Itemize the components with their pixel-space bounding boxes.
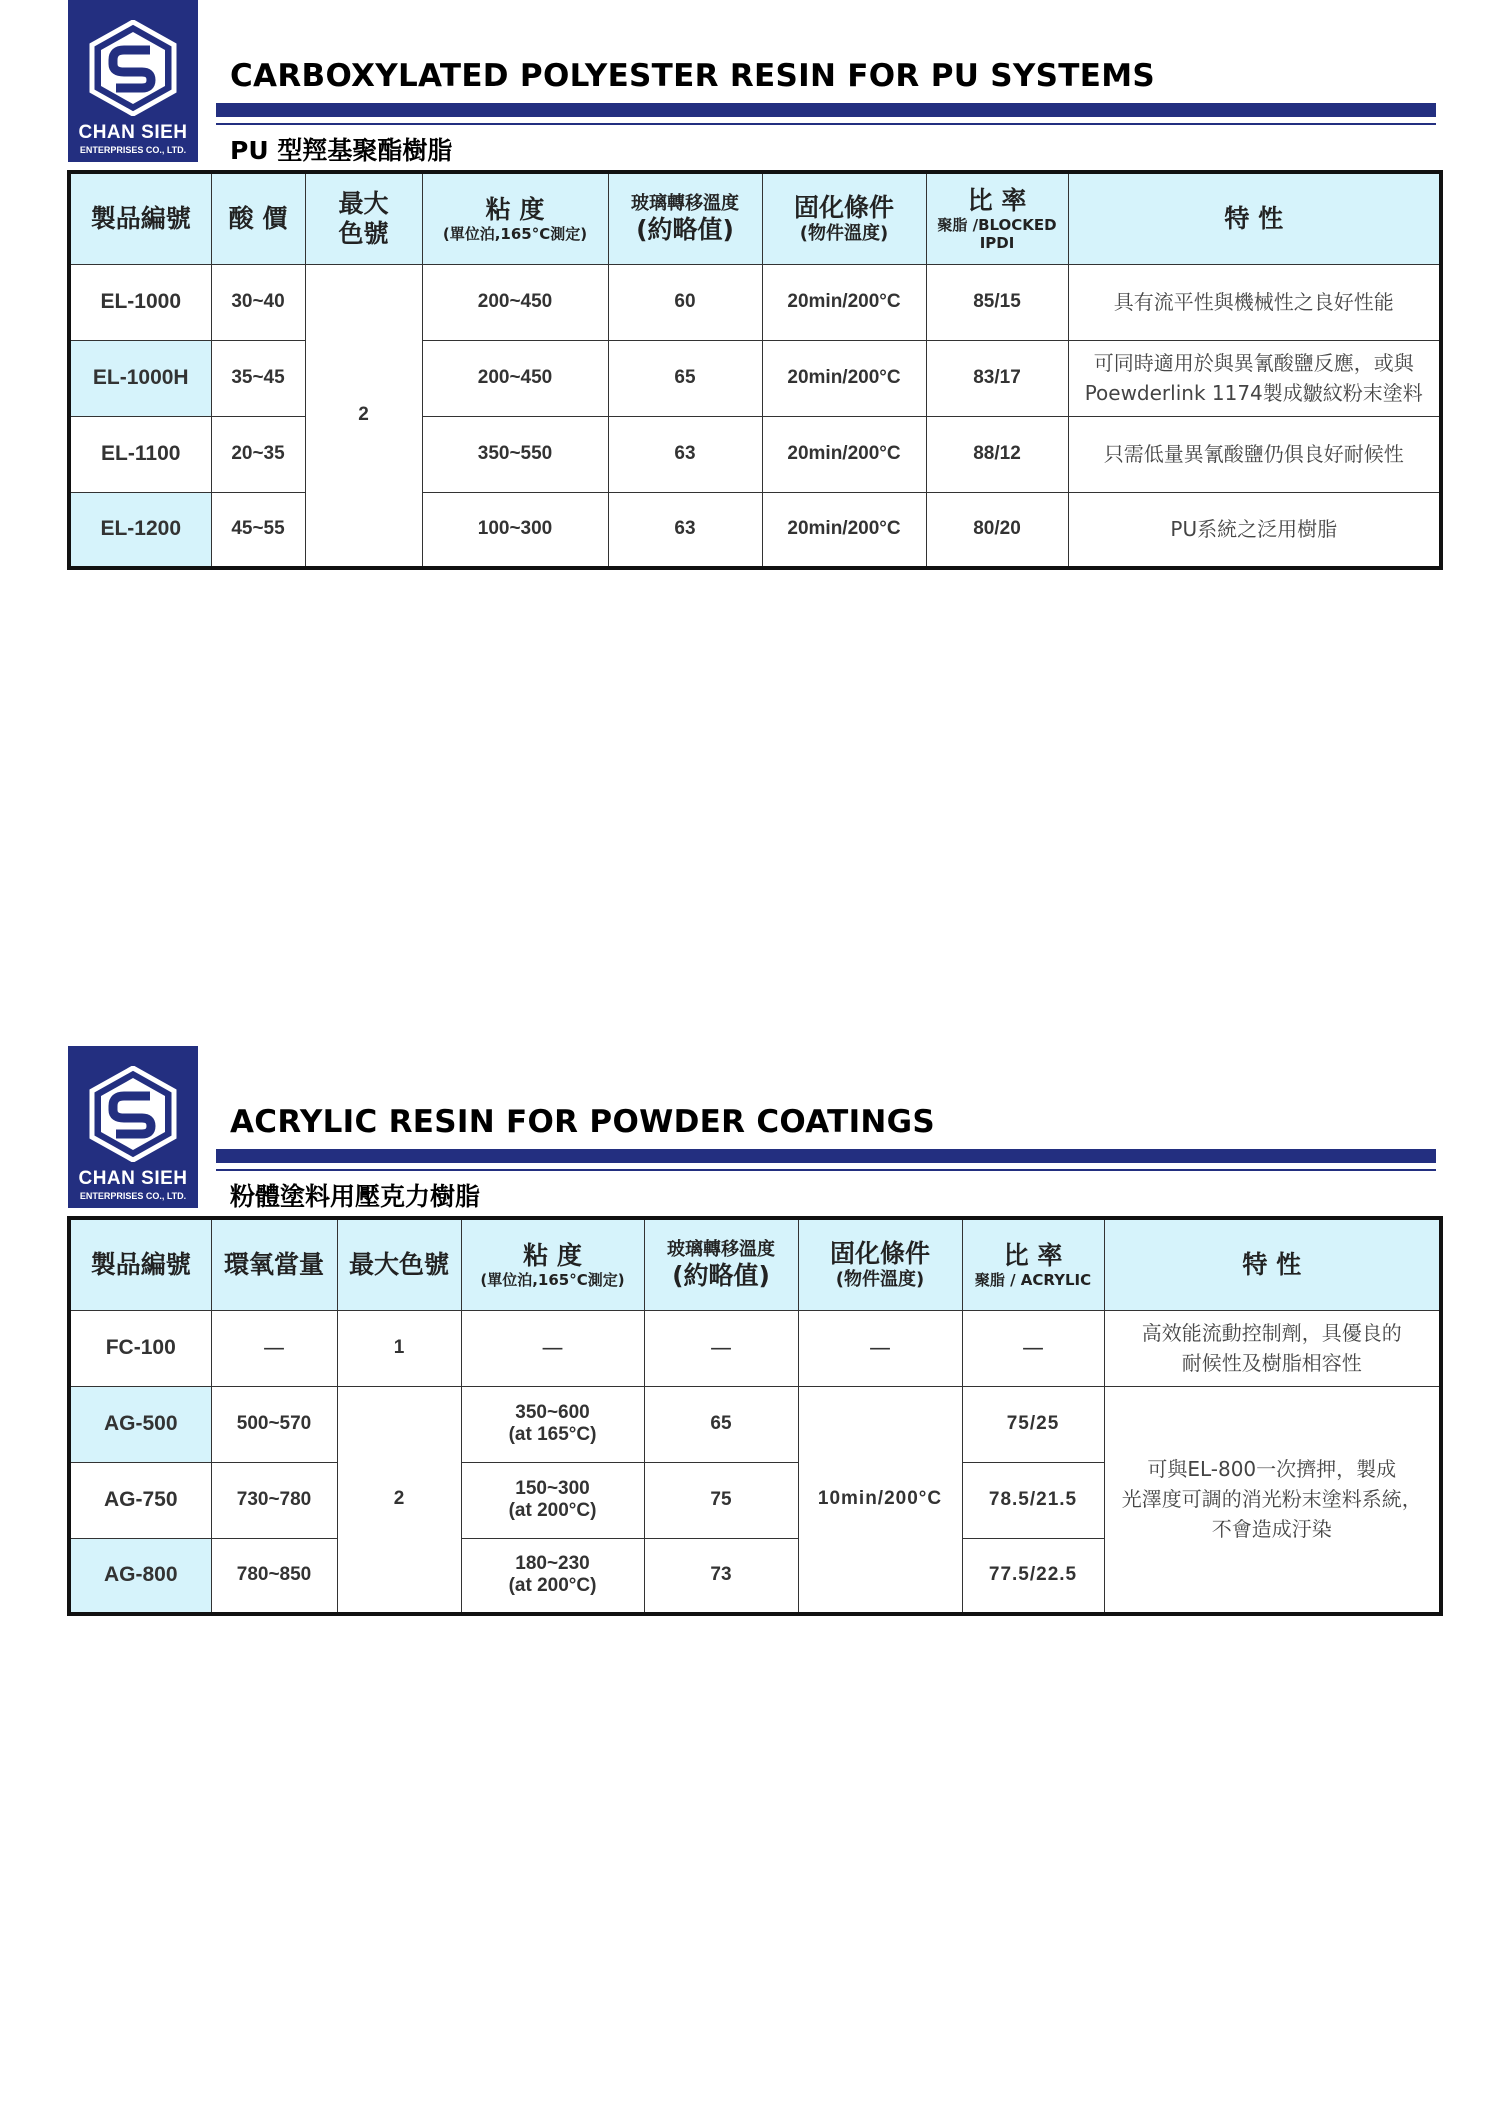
- ratio-value: 77.5/22.5: [962, 1538, 1104, 1614]
- table-header-row: [69, 1218, 1441, 1310]
- title-bar-thin: [216, 1169, 1436, 1171]
- epoxy-value: 780~850: [211, 1538, 337, 1614]
- product-code: AG-500: [69, 1386, 211, 1462]
- viscosity-value: 150~300 (at 200°C): [461, 1462, 644, 1538]
- cure-value: 20min/200°C: [762, 264, 926, 340]
- product-code: FC-100: [69, 1310, 211, 1386]
- ratio-value: 80/20: [926, 492, 1068, 568]
- pu-resin-table: [67, 170, 1443, 570]
- header-color: 最大 色號: [305, 172, 422, 264]
- header-viscosity: 粘 度 (單位泊,165°C測定): [461, 1218, 644, 1310]
- max-color-value: 1: [337, 1310, 461, 1386]
- acid-value: 30~40: [211, 264, 305, 340]
- max-color-value: 2: [337, 1386, 461, 1614]
- product-code: EL-1200: [69, 492, 211, 568]
- header-color: 最大色號: [337, 1218, 461, 1310]
- viscosity-value: 180~230 (at 200°C): [461, 1538, 644, 1614]
- header-viscosity: 粘 度 (單位泊,165°C測定): [422, 172, 608, 264]
- title-bar-thin: [216, 123, 1436, 125]
- cure-value: 20min/200°C: [762, 492, 926, 568]
- header-tg: 玻璃轉移溫度 (約略值): [644, 1218, 798, 1310]
- header-feature: 特 性: [1104, 1218, 1441, 1310]
- header-ratio: 比 率 聚脂 / ACRYLIC: [962, 1218, 1104, 1310]
- tg-value: 75: [644, 1462, 798, 1538]
- table-row: [69, 416, 1441, 492]
- viscosity-value: 200~450: [422, 340, 608, 416]
- company-logo: [68, 0, 198, 162]
- header-epoxy: 環氧當量: [211, 1218, 337, 1310]
- max-color-value: 2: [305, 264, 422, 568]
- epoxy-value: —: [211, 1310, 337, 1386]
- epoxy-value: 500~570: [211, 1386, 337, 1462]
- feature-text: PU系統之泛用樹脂: [1068, 492, 1441, 568]
- logo-subtitle: ENTERPRISES CO., LTD.: [79, 1191, 187, 1201]
- product-code: AG-750: [69, 1462, 211, 1538]
- feature-text: 可同時適用於與異氰酸鹽反應，或與 Poewderlink 1174製成皺紋粉末塗料: [1068, 340, 1441, 416]
- ratio-value: 88/12: [926, 416, 1068, 492]
- header-code: 製品編號: [69, 1218, 211, 1310]
- ratio-value: 75/25: [962, 1386, 1104, 1462]
- table-row: [69, 340, 1441, 416]
- tg-value: 63: [608, 416, 762, 492]
- cure-value: —: [798, 1310, 962, 1386]
- acrylic-resin-table: [67, 1216, 1443, 1616]
- header-ratio: 比 率 聚脂 /BLOCKED IPDI: [926, 172, 1068, 264]
- section1-title-zh: PU 型羥基聚酯樹脂: [230, 136, 453, 165]
- table-row: [69, 1386, 1441, 1462]
- tg-value: 60: [608, 264, 762, 340]
- product-code: EL-1100: [69, 416, 211, 492]
- logo-subtitle: ENTERPRISES CO., LTD.: [79, 145, 187, 155]
- tg-value: 63: [608, 492, 762, 568]
- tg-value: 73: [644, 1538, 798, 1614]
- header-cure: 固化條件 (物件溫度): [798, 1218, 962, 1310]
- ratio-value: 83/17: [926, 340, 1068, 416]
- chan-sieh-emblem-icon: [88, 20, 178, 116]
- table-row: [69, 492, 1441, 568]
- tg-value: 65: [608, 340, 762, 416]
- chan-sieh-emblem-icon: [88, 1066, 178, 1162]
- table-row: [69, 264, 1441, 340]
- feature-text: 具有流平性與機械性之良好性能: [1068, 264, 1441, 340]
- feature-text: 只需低量異氰酸鹽仍俱良好耐候性: [1068, 416, 1441, 492]
- company-logo: [68, 1046, 198, 1208]
- table-header-row: [69, 172, 1441, 264]
- viscosity-value: 200~450: [422, 264, 608, 340]
- acid-value: 35~45: [211, 340, 305, 416]
- logo-brand: CHAN SIEH: [78, 1168, 188, 1189]
- header-cure: 固化條件 (物件溫度): [762, 172, 926, 264]
- section2-title-en: ACRYLIC RESIN FOR POWDER COATINGS: [230, 1104, 936, 1140]
- feature-text: 高效能流動控制劑，具優良的 耐候性及樹脂相容性: [1104, 1310, 1441, 1386]
- header-acid: 酸 價: [211, 172, 305, 264]
- cure-value: 20min/200°C: [762, 416, 926, 492]
- section2-title-zh: 粉體塗料用壓克力樹脂: [230, 1182, 481, 1211]
- title-bar-thick: [216, 1149, 1436, 1163]
- viscosity-value: 350~550: [422, 416, 608, 492]
- product-code: EL-1000H: [69, 340, 211, 416]
- title-bar-thick: [216, 103, 1436, 117]
- ratio-value: 85/15: [926, 264, 1068, 340]
- viscosity-value: —: [461, 1310, 644, 1386]
- table-row: [69, 1310, 1441, 1386]
- feature-text: 可與EL-800一次擠押，製成 光澤度可調的消光粉末塗料系統， 不會造成汙染: [1104, 1386, 1441, 1614]
- epoxy-value: 730~780: [211, 1462, 337, 1538]
- acid-value: 20~35: [211, 416, 305, 492]
- tg-value: —: [644, 1310, 798, 1386]
- cure-value: 10min/200°C: [798, 1386, 962, 1614]
- header-feature: 特 性: [1068, 172, 1441, 264]
- header-tg: 玻璃轉移溫度 (約略值): [608, 172, 762, 264]
- header-code: 製品編號: [69, 172, 211, 264]
- cure-value: 20min/200°C: [762, 340, 926, 416]
- ratio-value: —: [962, 1310, 1104, 1386]
- acid-value: 45~55: [211, 492, 305, 568]
- logo-brand: CHAN SIEH: [78, 122, 188, 143]
- product-code: AG-800: [69, 1538, 211, 1614]
- product-code: EL-1000: [69, 264, 211, 340]
- section1-title-en: CARBOXYLATED POLYESTER RESIN FOR PU SYSTEMS: [230, 58, 1155, 94]
- viscosity-value: 350~600 (at 165°C): [461, 1386, 644, 1462]
- viscosity-value: 100~300: [422, 492, 608, 568]
- tg-value: 65: [644, 1386, 798, 1462]
- ratio-value: 78.5/21.5: [962, 1462, 1104, 1538]
